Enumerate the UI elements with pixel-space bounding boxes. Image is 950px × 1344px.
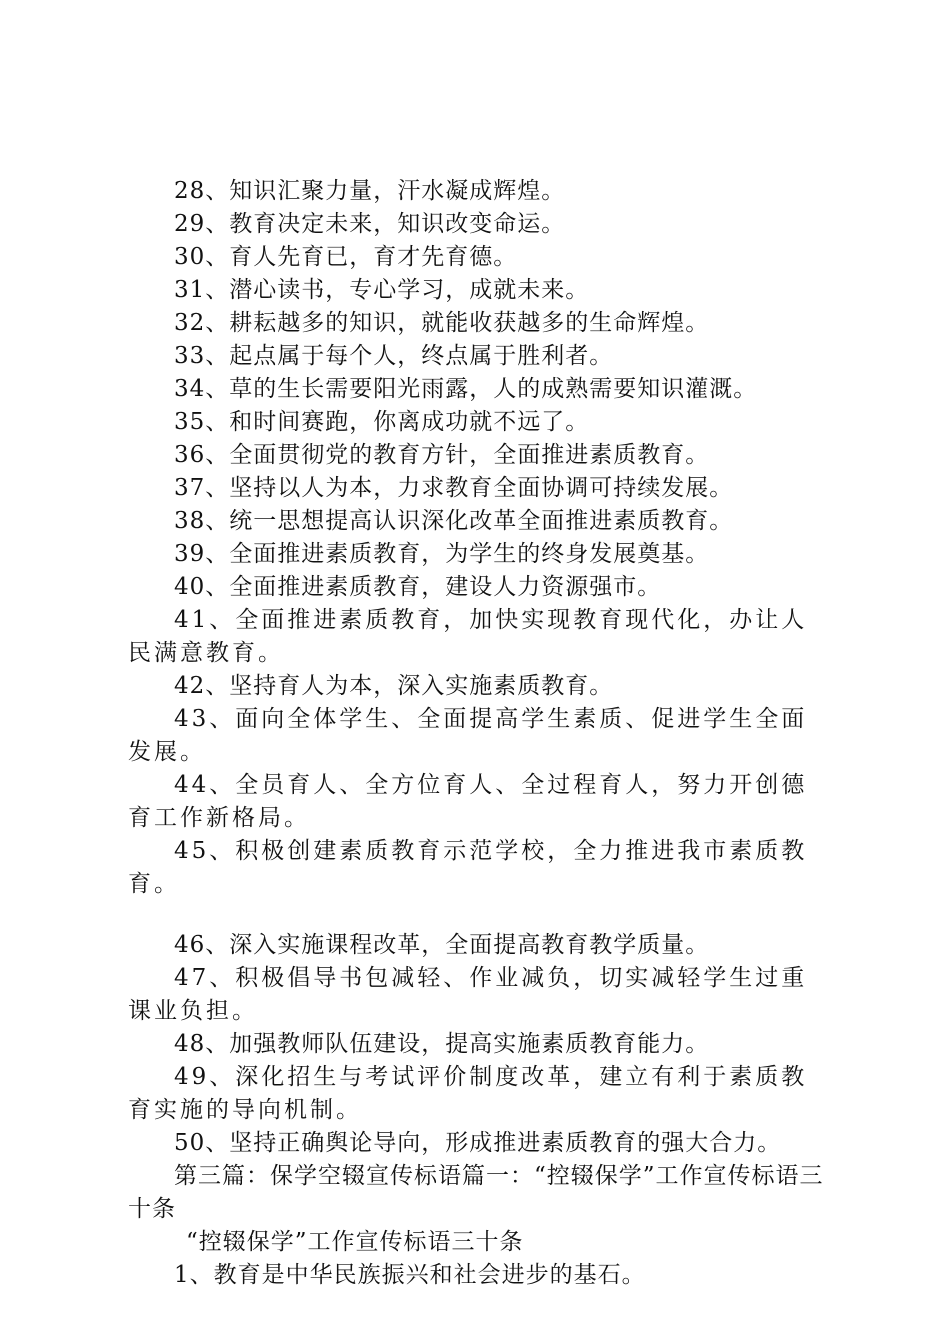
slogan-line-30: 30、育人先育已，育才先育德。 <box>174 244 518 270</box>
section-heading: 第三篇：保学空辍宣传标语篇一：“控辍保学”工作宣传标语三十条 <box>128 1163 824 1222</box>
slogan-line-38: 38、统一思想提高认识深化改革全面推进素质教育。 <box>174 508 734 534</box>
slogan-line-46: 46、深入实施课程改革，全面提高教育教学质量。 <box>174 932 710 958</box>
slogan-line-45: 45、积极创建素质教育示范学校，全力推进我市素质教育。 <box>128 838 808 897</box>
slogan-line-35: 35、和时间赛跑，你离成功就不远了。 <box>174 409 590 435</box>
slogan-line-1: 1、教育是中华民族振兴和社会进步的基石。 <box>174 1262 646 1288</box>
slogan-line-50: 50、坚持正确舆论导向，形成推进素质教育的强大合力。 <box>174 1130 782 1156</box>
slogan-line-29: 29、教育决定未来，知识改变命运。 <box>174 211 566 237</box>
slogan-line-34: 34、草的生长需要阳光雨露，人的成熟需要知识灌溉。 <box>174 376 758 402</box>
slogan-line-39: 39、全面推进素质教育，为学生的终身发展奠基。 <box>174 541 710 567</box>
slogan-line-37: 37、坚持以人为本，力求教育全面协调可持续发展。 <box>174 475 734 501</box>
slogan-line-44: 44、全员育人、全方位育人、全过程育人，努力开创德育工作新格局。 <box>128 772 808 831</box>
paragraph-gap <box>128 901 828 929</box>
slogan-line-43: 43、面向全体学生、全面提高学生素质、促进学生全面发展。 <box>128 706 808 765</box>
slogan-line-47: 47、积极倡导书包减轻、作业减负，切实减轻学生过重课业负担。 <box>128 965 808 1024</box>
section-subtitle: “控辍保学”工作宣传标语三十条 <box>186 1229 524 1255</box>
slogan-line-32: 32、耕耘越多的知识，就能收获越多的生命辉煌。 <box>174 310 710 336</box>
slogan-line-41: 41、全面推进素质教育，加快实现教育现代化，办让人民满意教育。 <box>128 607 808 666</box>
slogan-line-31: 31、潜心读书，专心学习，成就未来。 <box>174 277 590 303</box>
slogan-line-48: 48、加强教师队伍建设，提高实施素质教育能力。 <box>174 1031 710 1057</box>
document-body <box>128 175 828 1292</box>
slogan-line-49: 49、深化招生与考试评价制度改革，建立有利于素质教育实施的导向机制。 <box>128 1064 808 1123</box>
slogan-line-40: 40、全面推进素质教育，建设人力资源强市。 <box>174 574 662 600</box>
slogan-line-33: 33、起点属于每个人，终点属于胜利者。 <box>174 343 614 369</box>
slogan-line-36: 36、全面贯彻党的教育方针，全面推进素质教育。 <box>174 442 710 468</box>
slogan-line-28: 28、知识汇聚力量，汗水凝成辉煌。 <box>174 178 566 204</box>
slogan-line-42: 42、坚持育人为本，深入实施素质教育。 <box>174 673 614 699</box>
